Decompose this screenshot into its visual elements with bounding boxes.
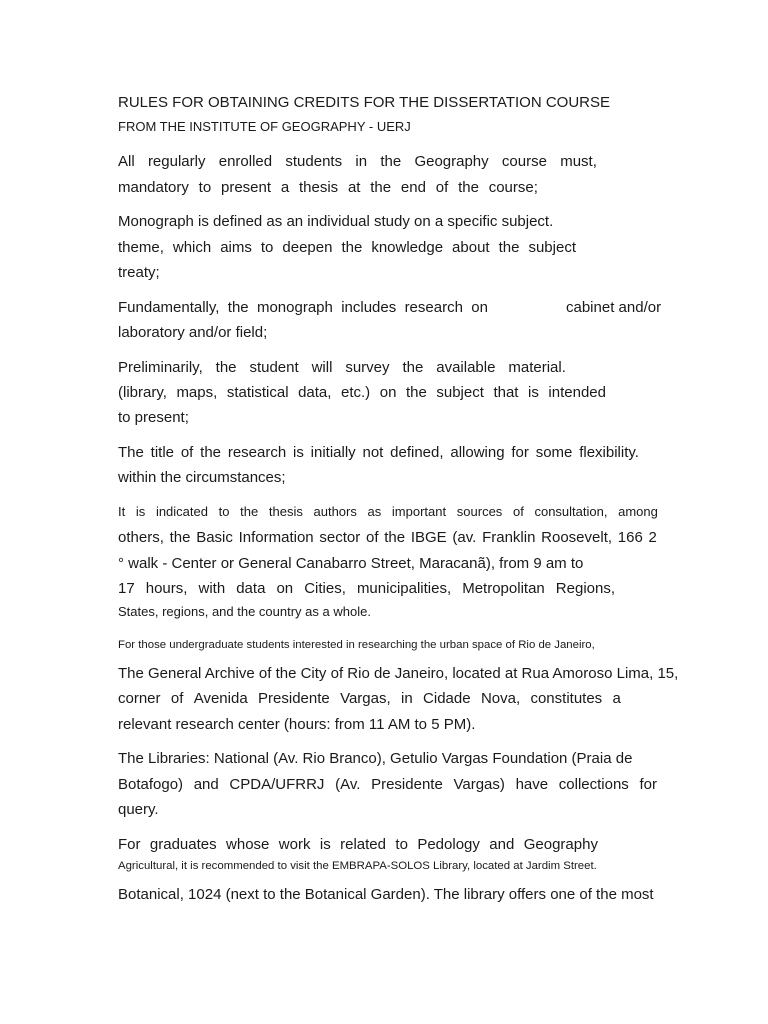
word: data: [236, 580, 266, 597]
word: to: [395, 836, 408, 853]
word: others,: [118, 529, 164, 546]
word: initially: [310, 444, 356, 461]
word: material.: [508, 359, 566, 376]
word: allowing: [450, 444, 505, 461]
paragraph-9-line-2: Agricultural, it is recommended to visit the EMBRAPA-SOLOS Library, located at Jardim Street.: [118, 860, 597, 872]
word: which: [172, 239, 212, 256]
word: municipalities,: [356, 580, 452, 597]
word: end: [400, 179, 426, 196]
word: thesis: [298, 179, 339, 196]
word: on: [471, 299, 488, 316]
word: the: [200, 444, 222, 461]
paragraph-3-line-1a: [118, 300, 488, 315]
paragraph-4-line-3: to present;: [118, 409, 189, 426]
word: the: [169, 529, 191, 546]
word: the: [215, 359, 237, 376]
word: subject: [528, 239, 576, 256]
word: Metropolitan: [462, 580, 545, 597]
paragraph-1-line-2: [118, 180, 538, 195]
word: that: [493, 384, 519, 401]
word: the: [402, 359, 424, 376]
word: to: [218, 504, 230, 519]
paragraph-8-line-2: [118, 777, 657, 792]
paragraph-7-line-3: [118, 691, 621, 706]
word: is: [528, 384, 539, 401]
word: monograph: [256, 299, 333, 316]
word: the: [458, 179, 479, 196]
word: the: [380, 153, 402, 170]
word: subject: [436, 384, 484, 401]
paragraph-4-line-2: [118, 385, 606, 400]
word: among: [618, 504, 658, 519]
word: research: [227, 444, 287, 461]
paragraph-7-line-4: relevant research center (hours: from 11 AM to 5 PM).: [118, 716, 476, 733]
word: authors: [313, 504, 357, 519]
word: 166: [617, 529, 643, 546]
word: important: [391, 504, 447, 519]
word: and: [489, 836, 515, 853]
word: of: [180, 444, 194, 461]
word: related: [340, 836, 386, 853]
paragraph-6-line-2: [118, 530, 657, 545]
word: etc.): [341, 384, 371, 401]
word: The: [118, 444, 144, 461]
word: Cities,: [304, 580, 346, 597]
word: the: [227, 299, 249, 316]
word: whose: [226, 836, 270, 853]
word: title: [150, 444, 175, 461]
word: statistical: [226, 384, 289, 401]
word: sector: [319, 529, 361, 546]
word: to: [198, 179, 212, 196]
word: Vargas): [453, 776, 505, 793]
word: research: [404, 299, 463, 316]
word: includes: [341, 299, 397, 316]
word: Presidente: [371, 776, 443, 793]
word: 2: [648, 529, 657, 546]
word: on: [379, 384, 397, 401]
paragraph-6-line-1: [118, 505, 658, 518]
word: defined,: [390, 444, 444, 461]
word: (library,: [118, 384, 167, 401]
word: Preliminarily,: [118, 359, 203, 376]
word: to: [260, 239, 274, 256]
word: flexibility.: [579, 444, 639, 461]
word: at: [347, 179, 361, 196]
word: knowledge: [371, 239, 444, 256]
word: in: [401, 690, 413, 707]
word: enrolled: [218, 153, 273, 170]
word: (av.: [452, 529, 477, 546]
word: Geography: [523, 836, 598, 853]
word: of: [365, 529, 379, 546]
word: graduates: [149, 836, 217, 853]
word: constitutes: [530, 690, 603, 707]
paragraph-5-line-2: within the circumstances;: [118, 469, 286, 486]
word: for: [639, 776, 657, 793]
word: intended: [548, 384, 606, 401]
word: aims: [220, 239, 252, 256]
document-title: RULES FOR OBTAINING CREDITS FOR THE DISSERTATION COURSE: [118, 94, 610, 111]
word: the: [384, 529, 406, 546]
word: IBGE: [410, 529, 447, 546]
word: mandatory: [118, 179, 189, 196]
word: hours,: [145, 580, 188, 597]
word: survey: [345, 359, 390, 376]
word: indicated: [155, 504, 208, 519]
word: must,: [560, 153, 597, 170]
word: the: [498, 239, 520, 256]
document-subtitle: FROM THE INSTITUTE OF GEOGRAPHY - UERJ: [118, 119, 411, 134]
word: is: [319, 836, 331, 853]
word: a: [280, 179, 290, 196]
word: Franklin: [482, 529, 536, 546]
word: (Av.: [335, 776, 361, 793]
word: Basic: [196, 529, 233, 546]
word: Pedology: [417, 836, 480, 853]
paragraph-1-line-1: [118, 154, 597, 169]
word: have: [515, 776, 549, 793]
word: collections: [558, 776, 629, 793]
word: deepen: [282, 239, 333, 256]
word: Information: [238, 529, 314, 546]
word: is: [293, 444, 304, 461]
word: available: [436, 359, 496, 376]
word: in: [355, 153, 368, 170]
paragraph-7-line-1: For those undergraduate students interested in researching the urban space of Rio de Janeiro,: [118, 639, 595, 651]
paragraph-7-line-2: The General Archive of the City of Rio de Janeiro, located at Rua Amoroso Lima, 15,: [118, 665, 679, 682]
word: All: [118, 153, 135, 170]
word: not: [362, 444, 384, 461]
paragraph-6-line-4: [118, 581, 615, 596]
word: maps,: [176, 384, 218, 401]
word: work: [278, 836, 311, 853]
word: For: [118, 836, 141, 853]
paragraph-9-line-1: [118, 837, 598, 852]
paragraph-6-line-5: States, regions, and the country as a whole.: [118, 604, 371, 619]
word: Fundamentally,: [118, 299, 220, 316]
word: sources: [456, 504, 503, 519]
word: Botafogo): [118, 776, 184, 793]
word: CPDA/UFRRJ: [229, 776, 325, 793]
paragraph-5-line-1: [118, 445, 639, 460]
word: and: [193, 776, 219, 793]
word: Presidente: [258, 690, 330, 707]
word: course;: [488, 179, 538, 196]
word: for: [511, 444, 529, 461]
word: It: [118, 504, 126, 519]
paragraph-3-line-1b: cabinet and/or: [566, 299, 662, 316]
word: theme,: [118, 239, 164, 256]
word: will: [311, 359, 333, 376]
word: thesis: [268, 504, 303, 519]
word: Cidade: [423, 690, 471, 707]
word: a: [612, 690, 621, 707]
word: the: [240, 504, 259, 519]
word: with: [198, 580, 226, 597]
word: the: [341, 239, 363, 256]
paragraph-2-line-1: Monograph is defined as an individual study on a specific subject.: [118, 213, 554, 230]
word: regularly: [147, 153, 206, 170]
word: consultation,: [534, 504, 608, 519]
word: on: [276, 580, 294, 597]
word: corner: [118, 690, 161, 707]
paragraph-4-line-1: [118, 360, 566, 375]
word: present: [220, 179, 272, 196]
word: as: [367, 504, 382, 519]
word: students: [285, 153, 343, 170]
word: Geography: [414, 153, 489, 170]
word: data,: [298, 384, 332, 401]
word: about: [452, 239, 490, 256]
word: Vargas,: [340, 690, 391, 707]
word: Nova,: [480, 690, 521, 707]
word: Regions,: [555, 580, 615, 597]
word: of: [435, 179, 449, 196]
word: 17: [118, 580, 135, 597]
word: the: [405, 384, 427, 401]
word: of: [512, 504, 524, 519]
word: the: [370, 179, 392, 196]
word: course: [501, 153, 547, 170]
word: Roosevelt,: [541, 529, 613, 546]
paragraph-2-line-3: treaty;: [118, 264, 160, 281]
paragraph-3-line-2: laboratory and/or field;: [118, 324, 268, 341]
word: Avenida: [193, 690, 248, 707]
paragraph-8-line-3: query.: [118, 801, 159, 818]
paragraph-9-line-3: Botanical, 1024 (next to the Botanical Garden). The library offers one of the most: [118, 886, 654, 903]
paragraph-2-line-2: [118, 240, 576, 255]
paragraph-8-line-1: The Libraries: National (Av. Rio Branco), Getulio Vargas Foundation (Praia de: [118, 750, 633, 767]
word: is: [135, 504, 146, 519]
word: of: [170, 690, 184, 707]
paragraph-6-line-3: ° walk - Center or General Canabarro Street, Maracanã), from 9 am to: [118, 555, 584, 572]
word: student: [249, 359, 299, 376]
word: some: [535, 444, 573, 461]
